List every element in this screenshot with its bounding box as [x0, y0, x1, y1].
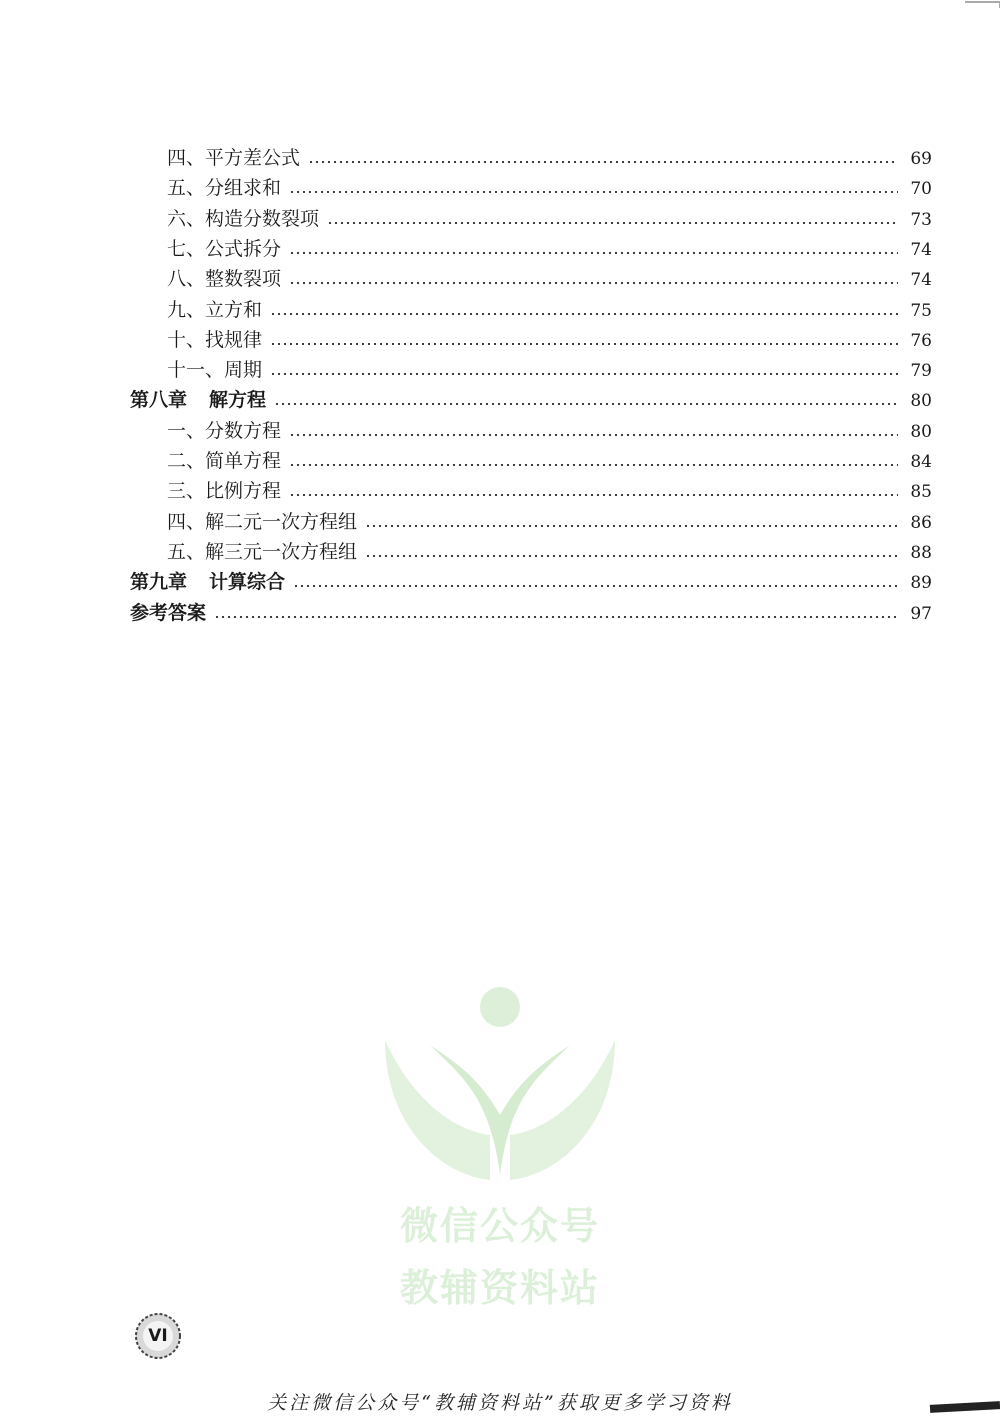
toc-label-text: 二、简单方程: [167, 450, 282, 472]
toc-row: [0, 295, 1000, 325]
toc-leader-dots: [365, 507, 898, 537]
toc-label-text: 四、平方差公式: [167, 147, 301, 169]
toc-row: [0, 204, 1000, 234]
toc-section-label: [167, 507, 363, 537]
toc-label-text: 一、分数方程: [167, 419, 282, 442]
watermark-line-2: 教辅资料站: [399, 1266, 600, 1310]
toc-section-label: [167, 355, 268, 385]
toc-label-text: 参考答案: [130, 601, 207, 624]
toc-label-text: 九、立方和: [167, 298, 263, 321]
toc-section-label: [167, 416, 287, 446]
toc-page-number: 79: [910, 361, 932, 382]
toc-leader-dots: [293, 567, 898, 597]
toc-section-label: [167, 173, 287, 203]
toc-page-number: 86: [910, 512, 932, 533]
toc-section-label: [167, 295, 268, 325]
toc-chapter-title: 计算综合: [209, 571, 286, 594]
page-folio: [132, 1310, 184, 1362]
toc-page-number: 88: [910, 542, 932, 563]
toc-row: [0, 143, 1000, 173]
toc-section-label: [167, 446, 287, 476]
toc-leader-dots: [308, 143, 898, 173]
toc-row: [0, 446, 1000, 476]
toc-label-text: 四、解二元一次方程组: [167, 510, 358, 533]
toc-row: [0, 507, 1000, 537]
toc-row: [0, 264, 1000, 294]
toc-row: [0, 537, 1000, 567]
toc-page-number: 97: [910, 603, 932, 624]
toc-label-text: 十一、周期: [167, 359, 263, 382]
toc-leader-dots: [270, 325, 898, 355]
toc-page-number: 69: [910, 149, 932, 169]
toc-page-number: 74: [910, 270, 932, 291]
toc-label-text: 第九章: [130, 571, 188, 594]
toc-leader-dots: [270, 355, 898, 385]
toc-section-label: [167, 264, 287, 294]
toc-label-text: 第八章: [130, 389, 188, 412]
toc-leader-dots: [327, 204, 898, 234]
toc-page-number: 85: [910, 482, 932, 503]
toc-leader-dots: [270, 295, 898, 325]
toc-section-label: [167, 143, 306, 173]
folio-number: VI: [148, 1326, 168, 1346]
toc-label-text: 八、整数裂项: [167, 268, 282, 291]
toc-section-label: [167, 325, 268, 355]
toc-page-number: 80: [910, 421, 932, 442]
toc-page-number: 73: [910, 209, 932, 230]
toc-label-text: 七、公式拆分: [167, 237, 282, 260]
watermark-line-1: 微信公众号: [399, 1204, 600, 1248]
toc-row: [0, 416, 1000, 446]
toc-label-text: 十、找规律: [167, 328, 263, 351]
toc-page-number: 75: [910, 300, 932, 321]
toc-leader-dots: [289, 446, 898, 476]
toc-label-text: 三、比例方程: [167, 480, 282, 503]
toc-chapter-label: [130, 385, 272, 415]
scan-corner-mark: [965, 0, 1000, 10]
toc-section-label: [167, 537, 363, 567]
toc-row: [0, 567, 1000, 597]
toc-label-text: 六、构造分数裂项: [167, 207, 320, 230]
toc-leader-dots: [365, 537, 898, 567]
toc-chapter-label: [130, 567, 291, 597]
toc-leader-dots: [274, 385, 898, 415]
footer-note: 关注微信公众号“教辅资料站”获取更多学习资料: [267, 1392, 733, 1414]
toc-row: [0, 598, 1000, 628]
toc-leader-dots: [289, 416, 898, 446]
toc-page-number: 74: [910, 239, 932, 260]
toc-page-number: 84: [910, 452, 932, 472]
toc-row: [0, 355, 1000, 385]
watermark: [370, 985, 630, 1315]
toc-chapter-label: [130, 598, 212, 628]
leaf-logo-icon: [370, 985, 630, 1185]
toc-label-text: 五、解三元一次方程组: [167, 540, 358, 563]
toc-leader-dots: [289, 476, 898, 506]
toc-leader-dots: [214, 598, 898, 628]
toc-leader-dots: [289, 264, 898, 294]
toc-leader-dots: [289, 173, 898, 203]
toc-label-text: 五、分组求和: [167, 177, 282, 200]
toc-page-number: 76: [910, 330, 932, 351]
toc-section-label: [167, 476, 287, 506]
toc-page-number: 70: [910, 179, 932, 200]
toc-leader-dots: [289, 234, 898, 264]
toc-row: [0, 173, 1000, 203]
toc-chapter-title: 解方程: [209, 389, 267, 412]
toc-section-label: [167, 204, 325, 234]
toc-row: [0, 385, 1000, 415]
toc-row: [0, 476, 1000, 506]
toc-page-number: 80: [910, 391, 932, 412]
toc-row: [0, 325, 1000, 355]
toc-page-number: 89: [910, 573, 932, 594]
toc-section-label: [167, 234, 287, 264]
toc-row: [0, 234, 1000, 264]
